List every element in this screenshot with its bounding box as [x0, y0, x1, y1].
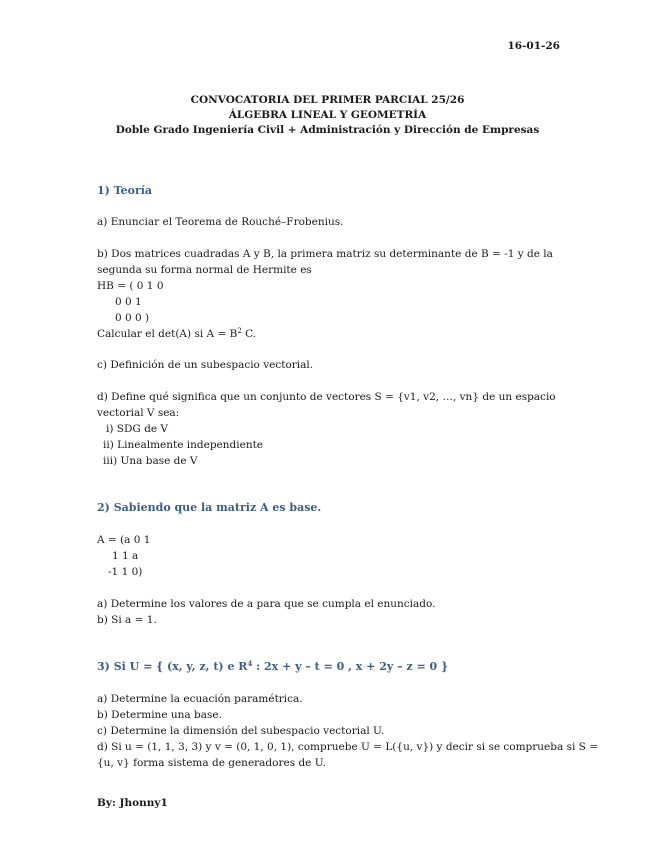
question-1d-item-ii: ii) Linealmente independiente: [103, 439, 264, 451]
section-1-question-a: [97, 214, 567, 230]
header-degree: Doble Grado Ingeniería Civil + Administración y Dirección de Empresas: [115, 124, 540, 136]
section-3-questions: [97, 691, 598, 771]
matrix-a-row-1: A = (a 0 1: [97, 534, 151, 546]
matrix-hb-row-2: 0 0 1: [115, 296, 142, 308]
calc-prefix: Calcular el det(A) si A = B: [97, 328, 238, 340]
question-1d-item-iii: iii) Una base de V: [103, 455, 198, 467]
section-2-matrix: [97, 532, 567, 580]
question-3d-line-2: {u, v} forma sistema de generadores de U.: [97, 757, 326, 769]
header-subject: ÁLGEBRA LINEAL Y GEOMETRÍA: [228, 109, 427, 121]
matrix-a-row-3: -1 1 0): [108, 566, 143, 578]
section-3-title: [97, 660, 448, 673]
question-3b-text: b) Determine una base.: [97, 709, 222, 721]
section-1-question-b: [97, 246, 567, 342]
question-2a-text: a) Determine los valores de a para que se cumpla el enunciado.: [97, 598, 436, 610]
calc-exponent: 2: [237, 327, 242, 335]
question-1b-calc: [97, 326, 567, 342]
section-3-title-exponent: 4: [247, 659, 253, 668]
question-1c-text: c) Definición de un subespacio vectorial.: [97, 359, 314, 371]
exam-header: [0, 93, 655, 138]
header-title: CONVOCATORIA DEL PRIMER PARCIAL 25/26: [190, 94, 465, 106]
question-3d-line-1: d) Si u = (1, 1, 3, 3) y v = (0, 1, 0, 1), compruebe U = L({u, v}) y decir si se comprueba si S =: [97, 741, 598, 753]
matrix-hb-row-3: 0 0 0 ): [115, 312, 150, 324]
section-1-question-d: [97, 389, 567, 469]
question-1b-line-1: b) Dos matrices cuadradas A y B, la primera matriz su determinante de B = -1 y de la: [97, 248, 553, 260]
question-1b-line-2: segunda su forma normal de Hermite es: [97, 264, 312, 276]
question-3a-text: a) Determine la ecuación paramétrica.: [97, 693, 303, 705]
author-credit: By: Jhonny1: [97, 797, 168, 809]
section-2-questions: [97, 596, 567, 628]
question-1d-line-2: vectorial V sea:: [97, 407, 180, 419]
matrix-hb-row-1: HB = ( 0 1 0: [97, 280, 164, 292]
section-3-title-suffix: : 2x + y – t = 0 , x + 2y – z = 0 }: [252, 660, 449, 673]
question-3c-text: c) Determine la dimensión del subespacio vectorial U.: [97, 725, 385, 737]
question-2b-text: b) Si a = 1.: [97, 614, 157, 626]
section-3-title-prefix: 3) Si U = { (x, y, z, t) e R: [97, 660, 248, 673]
exam-date: 16-01-26: [507, 40, 560, 52]
question-1d-item-i: i) SDG de V: [106, 423, 168, 435]
section-1-question-c: [97, 357, 567, 373]
calc-suffix: C.: [241, 328, 257, 340]
section-2-title: 2) Sabiendo que la matriz A es base.: [97, 501, 322, 514]
question-1d-line-1: d) Define qué significa que un conjunto de vectores S = {v1, v2, …, vn} de un espacio: [97, 391, 556, 403]
matrix-a-row-2: 1 1 a: [112, 550, 139, 562]
question-1a-text: a) Enunciar el Teorema de Rouché–Frobenius.: [97, 216, 344, 228]
section-1-title: 1) Teoría: [97, 184, 153, 197]
